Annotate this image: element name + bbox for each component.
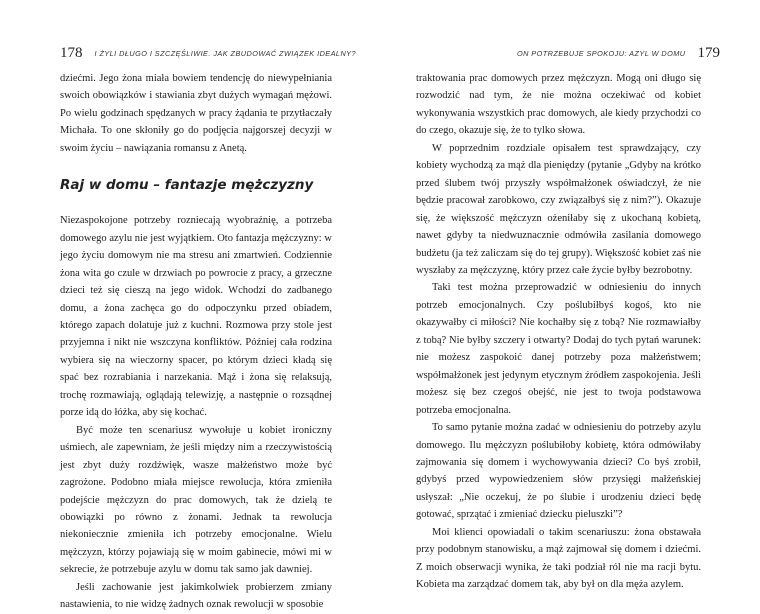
left-running-title: I ŻYLI DŁUGO I SZCZĘŚLIWIE. JAK ZBUDOWAĆ ZWIĄZEK IDEALNY? — [94, 49, 356, 58]
paragraph: Niezaspokojone potrzeby rozniecają wyobraźnię, a potrzeba domowego azylu nie jest wyjątkiem. Oto fantazja mężczyzny: w jego życiu domowym nie ma stresu ani zmartwień. Codziennie żona wita go czule w drzwiach po powrocie z pracy, a grzeczne dzieci też się cieszą na jego widok. Wchodzi do zadbanego domu, a żona zachęca go do odpoczynku przed obiadem, którego zapach dolatuje już z kuchni. Rozmowa przy stole jest przyjemna i nikt nie wszczyna konfliktów. Później cała rodzina wybiera się na wieczorny spacer, po którym dzieci kładą się spać bez rozrabiania i narzekania. Mąż i żona się relaksują, trochę rozmawiają, oglądają telewizję, a następnie o rozsądnej porze idą do łóżka, aby się kochać. — [60, 215, 332, 419]
paragraph: W poprzednim rozdziale opisałem test sprawdzający, czy kobiety wychodzą za mąż dla pieniędzy (pytanie „Gdyby na krótko przed ślubem twój przyszły współmałżonek oświadczył, że nie będzie pracował zarobkowo, czy związałbyś się z nim?”). Okazuje się, że większość mężczyzn ożeniłaby się z ukochaną kobietą, nawet gdyby ta niedwuznacznie odmówiła zasilania domowego budżetu (ja też zaliczam się do tej grupy). Większość kobiet zaś nie wyszłaby za mężczyznę, który przez całe życie byłby bezrobotny. — [416, 142, 701, 276]
left-page — [0, 0, 380, 611]
right-page-body — [416, 70, 701, 594]
right-page — [380, 0, 760, 600]
right-running-title: ON POTRZEBUJE SPOKOJU: AZYL W DOMU — [516, 49, 686, 58]
paragraph: Być może ten scenariusz wywołuje u kobiet ironiczny uśmiech, ale zapewniam, że jeśli między nim a rzeczywistością jest zbyt duży rozdźwięk, wasze małżeństwo może być zagrożone. Podobno miała miejsce rewolucja, która zmieniła podejście mężczyzn do prac domowych, tak że dzielą te obowiązki po równo z żonami. Jednak ta rewolucja niekoniecznie zmieniła ich potrzeby emocjonalne. Wielu mężczyzn, którzy pojawiają się w moim gabinecie, mówi mi w sekrecie, że potrzebuje azylu w domu tak samo jak dawniej. — [60, 424, 332, 576]
left-page-header — [60, 44, 356, 62]
paragraph: Taki test można przeprowadzić w odniesieniu do innych potrzeb emocjonalnych. Czy poślubiłbyś kogoś, kto nie okazywałby ci miłości? Nie kochałby się z tobą? Nie rozmawiałby z tobą? Nie byłby szczery i otwarty? Dodaj do tych pytań warunek: nie możesz zaspokoić danej potrzeby poza małżeństwem; współmałżonek jest jedynym etycznym źródłem zaspokojenia. Jeśli możesz się bez czegoś obejść, nie jest to twoja podstawowa potrzeba emocjonalna. — [416, 282, 701, 416]
left-page-number: 178 — [60, 45, 83, 61]
left-page-body — [60, 70, 332, 614]
paragraph: traktowania prac domowych przez mężczyzn. Mogą oni długo się rozwodzić nad tym, że nie można oczekiwać od kobiet wykonywania wszystkich prac domowych, ale kiedy przychodzi co do czego, okazuje się, że to tylko słowa. — [416, 73, 701, 137]
right-page-number: 179 — [697, 45, 720, 61]
paragraph: To samo pytanie można zadać w odniesieniu do potrzeby azylu domowego. Ilu mężczyzn poślubiłoby kobietę, która odmówiłaby zajmowania się domem i wychowywania dzieci? Co byś zrobił, gdybyś przed wypowiedzeniem słów przysięgi małżeńskiej usłyszał: „Nie oczekuj, że po ślubie i urodzeniu dzieci będę gotować, sprzątać i zmieniać dziecku pieluszki”? — [416, 422, 701, 521]
paragraph: dziećmi. Jego żona miała bowiem tendencję do niewypełniania swoich obowiązków i stawiania zbyt dużych wymagań mężowi. Po wielu godzinach spędzanych w pracy żądania te przytłaczały Michała. To one skłoniły go do podjęcia najgorszej decyzji w swoim życiu – nawiązania romansu z Anetą. — [60, 73, 332, 154]
section-heading: Raj w domu – fantazje mężczyzny — [60, 177, 314, 194]
paragraph: Jeśli zachowanie jest jakimkolwiek probierzem zmiany nastawienia, to nie widzę żadnych oznak rewolucji w sposobie — [60, 581, 332, 611]
right-page-header — [517, 44, 720, 62]
paragraph: Moi klienci opowiadali o takim scenariuszu: żona obstawała przy podobnym stanowisku, a mąż zajmował się domem i dziećmi. Z moich obserwacji wynika, że taki podział ról nie ma racji bytu. Kobieta ma zarządzać domem tak, aby był on dla męża azylem. — [416, 526, 701, 591]
